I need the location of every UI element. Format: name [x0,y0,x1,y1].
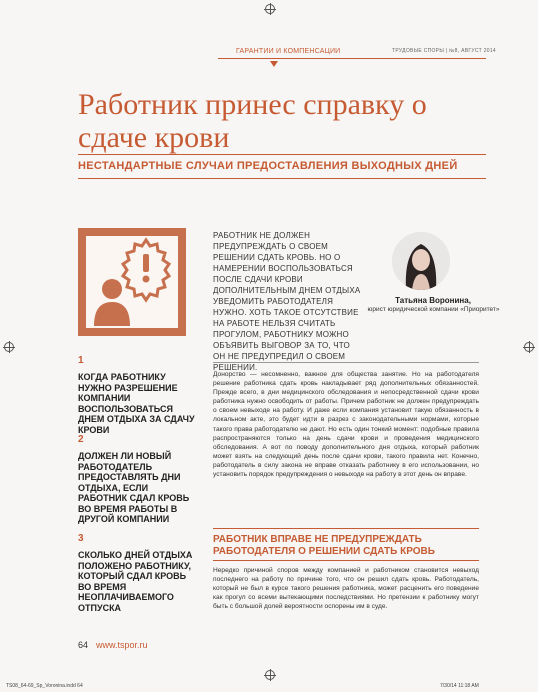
subtitle-rule-top [78,154,486,155]
expert-name: Татьяна Воронина, [395,296,471,305]
person-alert-badge-icon [86,236,178,328]
body-paragraph: Нередко причиной споров между компанией и работником становится невыход последнего на работу по причине того, что он решил сдать кровь. Работодатель, который не был в курсе такого решения работника, может расценить его поведение как прогул со всеми вытекающими последствиями. Но претензии к работнику могут быть с большой долей вероятности оспорены им в суде. [213,567,479,611]
question-number: 3 [78,533,84,544]
print-slug-file: TS08_64-69_Sp_Voronina.indd 64 [6,683,83,689]
print-slug-date: 7/30/14 11:18 AM [440,683,479,689]
heading-rule-top [213,528,479,529]
body-paragraph: Донорство — несомненно, важное для общества занятие. Но на работодателя решение работника сдать кровь накладывает ряд дополнительных обязанностей. Прежде всего, в дни медицинского обследования и непосредственной сдачи крови работника нужно освободить от работы. Причем работник не должен предупреждать о своем невыходе на работу. И даже если компания установит такую обязанность в локальном акте, это будет идти в разрез с законодательными нормами, которые такого права работодателю не дают. Но есть один тонкий момент: подобные правила распространяются только на день сдачи крови и проведения медицинского обследования. А вот по поводу дополнительного дня отдыха, который работник может взять на следующий день после сдачи крови, такого правила нет. Конечно, работодатель в силу закона не вправе отказать работнику в его использовании, но установить порядок предупреждения о невыходе на работу в этот день он вправе. [213,371,479,479]
section-label: ГАРАНТИИ И КОМПЕНСАЦИИ [236,48,341,55]
subtitle-rule-bottom [78,178,486,179]
registration-mark-icon [4,342,14,352]
question-item [78,434,198,525]
question-item [78,355,198,435]
page-number: 64 [78,640,89,650]
question-number: 2 [78,434,84,445]
illustration-frame [78,228,186,336]
expert-photo [392,232,450,290]
question-number: 1 [78,355,84,366]
website-link[interactable]: www.tspor.ru [96,640,148,650]
expert-portrait-icon [392,232,450,290]
article-title: Работник принес справку о сдаче крови [78,88,427,154]
header-triangle-icon [270,61,278,67]
issue-label: ТРУДОВЫЕ СПОРЫ | №8, АВГУСТ 2014 [392,48,497,54]
registration-mark-icon [265,4,275,14]
expert-role: юрист юридической компании «Приоритет» [367,306,500,313]
question-text: КОГДА РАБОТНИКУ НУЖНО РАЗРЕШЕНИЕ КОМПАНИИ ВОСПОЛЬЗОВАТЬСЯ ДНЕМ ОТДЫХА ЗА СДАЧУ КРОВИ [78,372,195,435]
registration-mark-icon [524,342,534,352]
body-rule [213,362,479,363]
question-item [78,533,198,613]
lead-paragraph: РАБОТНИК НЕ ДОЛЖЕН ПРЕДУПРЕЖДАТЬ О СВОЕМ РЕШЕНИИ СДАТЬ КРОВЬ. НО О НАМЕРЕНИИ ВОСПОЛЬЗОВАТЬСЯ ПОСЛЕ СДАЧИ КРОВИ ДОПОЛНИТЕЛЬНЫМ ДНЕМ ОТДЫХА УВЕДОМИТЬ РАБОТОДАТЕЛЯ НУЖНО. ХОТЬ ТАКОЕ ОТСУТСТВИЕ НА РАБОТЕ НЕЛЬЗЯ СЧИТАТЬ ПРОГУЛОМ, РАБОТНИКУ МОЖНО ОБЪЯВИТЬ ВЫГОВОР ЗА ТО, ЧТО ОН НЕ ПРЕДУПРЕДИЛ О СВОЕМ РЕШЕНИИ. [213,231,361,372]
question-text: СКОЛЬКО ДНЕЙ ОТДЫХА ПОЛОЖЕНО РАБОТНИКУ, КОТОРЫЙ СДАЛ КРОВЬ ВО ВРЕМЯ НЕОПЛАЧИВАЕМОГО ОТПУСКА [78,550,193,613]
section-heading: РАБОТНИК ВПРАВЕ НЕ ПРЕДУПРЕЖДАТЬ РАБОТОДАТЕЛЯ О РЕШЕНИИ СДАТЬ КРОВЬ [213,534,435,557]
heading-rule-bottom [213,560,479,561]
article-subtitle: НЕСТАНДАРТНЫЕ СЛУЧАИ ПРЕДОСТАВЛЕНИЯ ВЫХОДНЫХ ДНЕЙ [78,160,458,172]
registration-mark-icon [265,670,275,680]
question-text: ДОЛЖЕН ЛИ НОВЫЙ РАБОТОДАТЕЛЬ ПРЕДОСТАВЛЯТЬ ДНИ ОТДЫХА, ЕСЛИ РАБОТНИК СДАЛ КРОВЬ ВО ВРЕМЯ РАБОТЫ В ДРУГОЙ КОМПАНИИ [78,451,190,524]
header-rule [218,58,486,59]
